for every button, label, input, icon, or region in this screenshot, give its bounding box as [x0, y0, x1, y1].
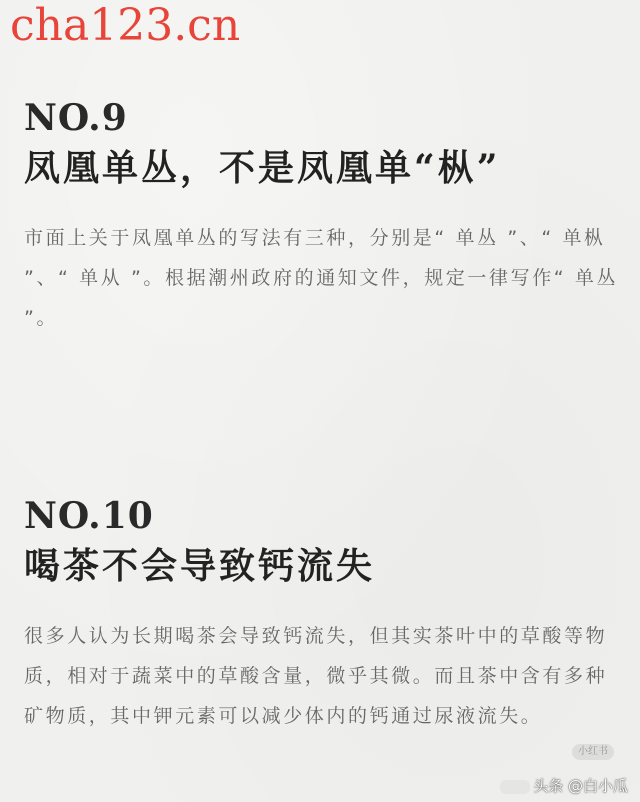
section-body: 很多人认为长期喝茶会导致钙流失，但其实茶叶中的草酸等物质，相对于蔬菜中的草酸含量，微乎其微。而且茶中含有多种矿物质，其中钾元素可以减少体内的钙通过尿液流失。	[24, 625, 608, 727]
author-credit: 头条 @白小瓜	[533, 777, 628, 795]
watermark-url: cha123.cn	[10, 0, 241, 51]
source-badge: 小红书	[572, 744, 614, 760]
section-title: 喝茶不会导致钙流失	[24, 545, 376, 587]
section-number: NO.9	[24, 97, 128, 139]
section-title: 凤凰单丛，不是凤凰单“枞”	[24, 147, 501, 189]
section-body: 市面上关于凤凰单丛的写法有三种，分别是“ 单丛 ”、“ 单枞 ”、“ 单从 ”。根据潮州政府的通知文件，规定一律写作“ 单丛 ”。	[24, 227, 619, 329]
faded-logo	[500, 780, 530, 794]
section-number: NO.10	[24, 495, 154, 537]
